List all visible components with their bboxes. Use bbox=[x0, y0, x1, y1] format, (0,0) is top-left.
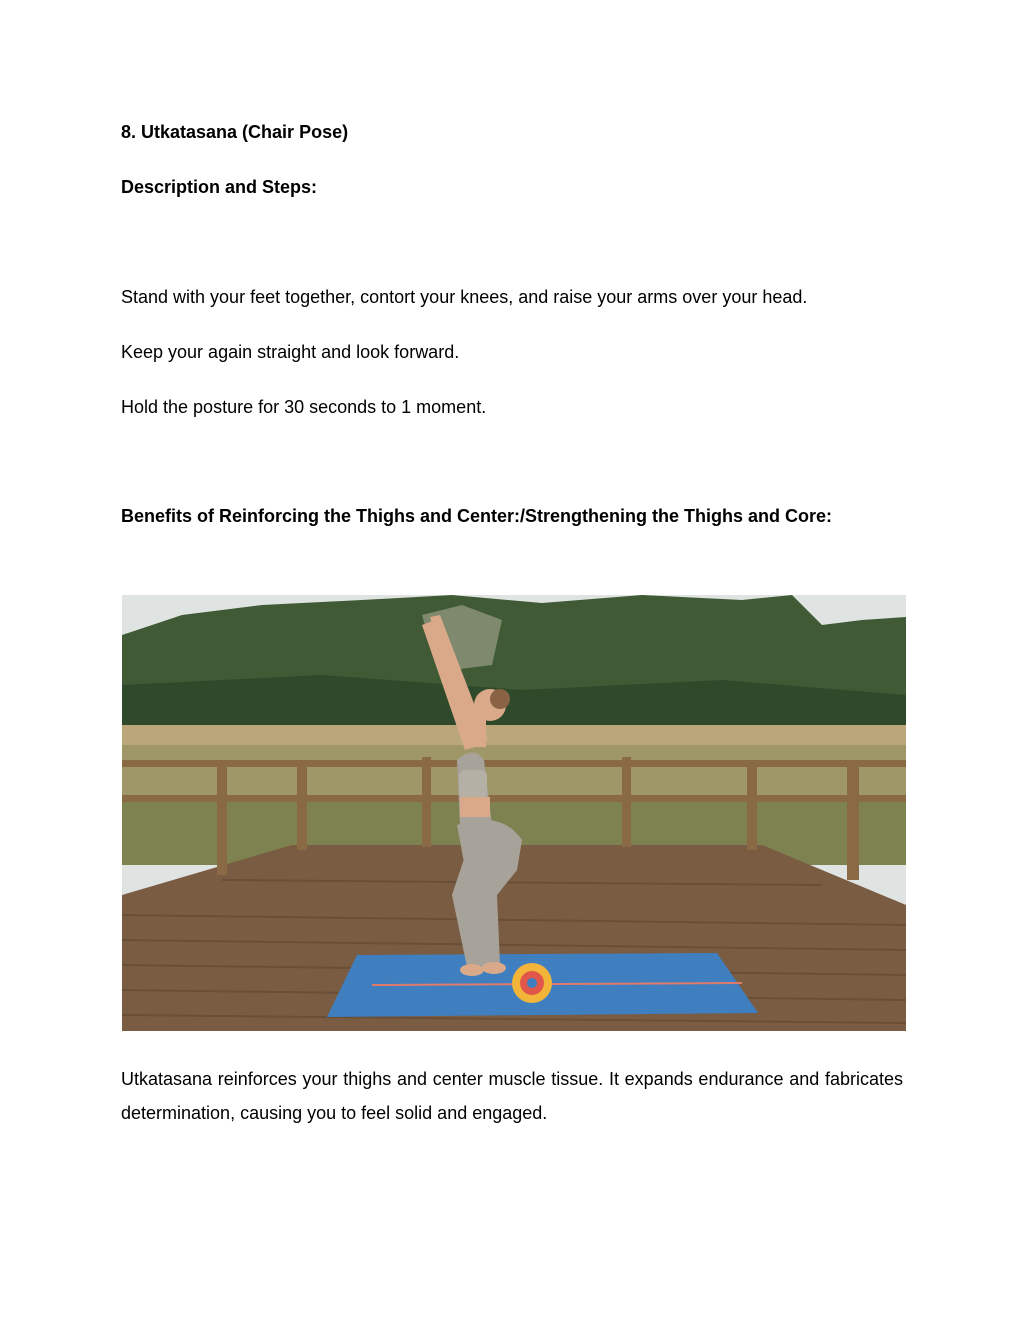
step-2: Keep your again straight and look forward. bbox=[121, 342, 460, 362]
step-1: Stand with your feet together, contort your knees, and raise your arms over your head. bbox=[121, 287, 808, 307]
yoga-chair-pose-photo bbox=[122, 595, 906, 1031]
benefits-paragraph: Utkatasana reinforces your thighs and center muscle tissue. It expands endurance and fabricates determination, causing you to feel solid and engaged. bbox=[121, 1069, 903, 1123]
benefits-heading: Benefits of Reinforcing the Thighs and Center:/Strengthening the Thighs and Core: bbox=[121, 506, 833, 526]
step-3: Hold the posture for 30 seconds to 1 moment. bbox=[121, 397, 487, 417]
pose-heading: 8. Utkatasana (Chair Pose) bbox=[121, 122, 349, 142]
description-heading: Description and Steps: bbox=[121, 177, 318, 197]
